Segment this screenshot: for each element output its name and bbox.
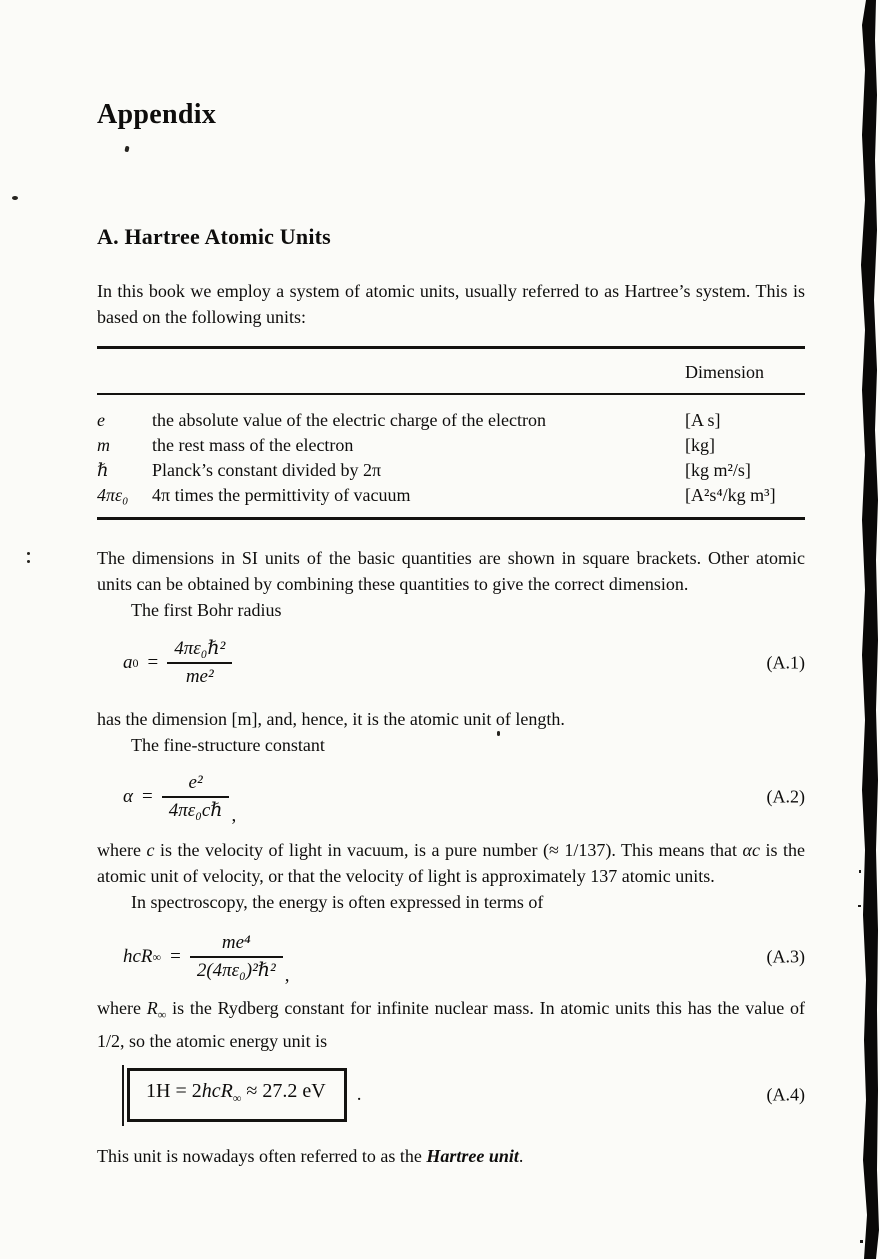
paragraph-dimensions: The dimensions in SI units of the basic quantities are shown in square brackets. Other atomic units can be obtained by combining these quantities to give the correct dimension.: [97, 548, 805, 594]
unit-dimension: [A²s⁴/kg m³]: [685, 485, 776, 505]
equation-a1-expression: [123, 639, 232, 687]
equation-number-a4: (A.4): [766, 1084, 805, 1105]
closing-line: [97, 1143, 805, 1169]
infinity-subscript: ∞: [157, 1007, 167, 1022]
equals-sign: =: [170, 946, 181, 967]
unit-symbol: m: [97, 435, 110, 455]
var-c: c: [146, 840, 155, 860]
equation-number-a1: (A.1): [766, 652, 805, 673]
text-segment: is the velocity of light in vacuum, is a pure number (≈ 1/137). This means that: [154, 840, 743, 860]
eq1-numerator: 4πε₀ℏ²: [174, 638, 226, 659]
page-title: Appendix: [97, 99, 217, 130]
unit-description: 4π times the permittivity of vacuum: [152, 485, 411, 505]
eq4-variables: hcR: [201, 1079, 233, 1102]
equation-number-a3: (A.3): [766, 946, 805, 967]
eq3-comma: ,: [284, 965, 290, 986]
eq1-lhs: a: [123, 652, 133, 673]
unit-symbol: ℏ: [97, 460, 109, 480]
eq3-lhs-subscript: ∞: [152, 949, 162, 964]
unit-symbol: 4πε₀: [97, 485, 129, 505]
unit-dimension: [kg]: [685, 435, 715, 455]
eq2-fraction: [162, 773, 230, 821]
table-row: [97, 483, 805, 508]
unit-dimension: [kg m²/s]: [685, 460, 751, 480]
units-table-header: [97, 349, 805, 395]
table-row: [97, 433, 805, 458]
paragraph-velocity: [97, 837, 805, 889]
eq4-value: ≈ 27.2 eV: [241, 1079, 326, 1102]
text-segment: .: [518, 1145, 524, 1166]
eq2-lhs: α: [123, 786, 133, 807]
text-segment: is the atomic unit of velocity, or that the velocity of light is approximately 137 atomic units.: [97, 840, 805, 886]
hartree-unit-emphasis: Hartree unit: [426, 1145, 519, 1166]
eq3-lhs: hcR: [123, 946, 153, 967]
scan-speck: [12, 196, 18, 200]
eq3-denominator: 2(4πε₀)²ℏ²: [190, 956, 283, 981]
eq4-period: .: [356, 1083, 362, 1105]
section-heading: A. Hartree Atomic Units: [97, 224, 331, 249]
lead-fine-structure: The fine-structure constant: [131, 735, 325, 755]
equals-sign: =: [141, 786, 153, 807]
equation-number-a2: (A.2): [766, 786, 805, 807]
eq3-fraction: [190, 933, 283, 981]
unit-dimension: [A s]: [685, 410, 721, 430]
unit-description: the rest mass of the electron: [152, 435, 354, 455]
unit-description: the absolute value of the electric charge of the electron: [152, 410, 546, 430]
equation-a4: [97, 1068, 805, 1122]
paragraph-rydberg: [97, 995, 805, 1054]
unit-symbol: e: [97, 410, 105, 430]
equation-a2: [97, 771, 805, 826]
scan-speck: [497, 731, 500, 736]
eq2-denominator: 4πε₀cℏ: [162, 796, 230, 821]
equation-a1: [97, 637, 805, 689]
table-row: [97, 458, 805, 483]
text-segment: where: [97, 840, 147, 860]
unit-description: Planck’s constant divided by 2π: [152, 460, 382, 480]
table-row: [97, 408, 805, 433]
text-segment: This unit is nowadays often referred to as the: [97, 1145, 427, 1166]
equals-sign: =: [147, 652, 159, 673]
units-table: [97, 346, 805, 520]
scan-speck: [27, 552, 30, 555]
lead-bohr-radius: The first Bohr radius: [131, 600, 282, 620]
hartree-result-box: [127, 1068, 347, 1122]
eq1-denominator: me²: [167, 662, 232, 687]
equation-a3: [97, 929, 805, 985]
eq2-comma: ,: [231, 805, 237, 826]
eq4-prefix: 1H = 2: [146, 1079, 202, 1102]
lead-spectroscopy: In spectroscopy, the energy is often expressed in terms of: [131, 892, 544, 912]
units-table-body: [97, 395, 805, 517]
eq4-infinity-subscript: ∞: [232, 1090, 242, 1105]
page-content: [97, 0, 805, 1169]
eq3-numerator: me⁴: [221, 932, 251, 953]
equation-a2-expression: [123, 772, 237, 826]
paragraph-length-unit: has the dimension [m], and, hence, it is the atomic unit of length.: [97, 709, 565, 729]
equation-a3-expression: [123, 932, 290, 986]
var-alpha-c: αc: [742, 840, 760, 860]
intro-paragraph: In this book we employ a system of atomic units, usually referred to as Hartree’s system. This is based on the following units:: [97, 281, 805, 327]
text-segment: where: [97, 998, 147, 1018]
eq2-numerator: e²: [188, 772, 203, 793]
eq1-lhs-subscript: 0: [132, 655, 139, 670]
text-segment: is the Rydberg constant for infinite nuclear mass. In atomic units this has the value of 1/2, so the atomic energy unit is: [97, 998, 805, 1051]
var-r-infinity: R: [146, 998, 158, 1018]
scan-edge-band: [856, 0, 880, 1259]
eq1-fraction: [167, 639, 232, 687]
dimension-column-header: Dimension: [685, 362, 764, 382]
